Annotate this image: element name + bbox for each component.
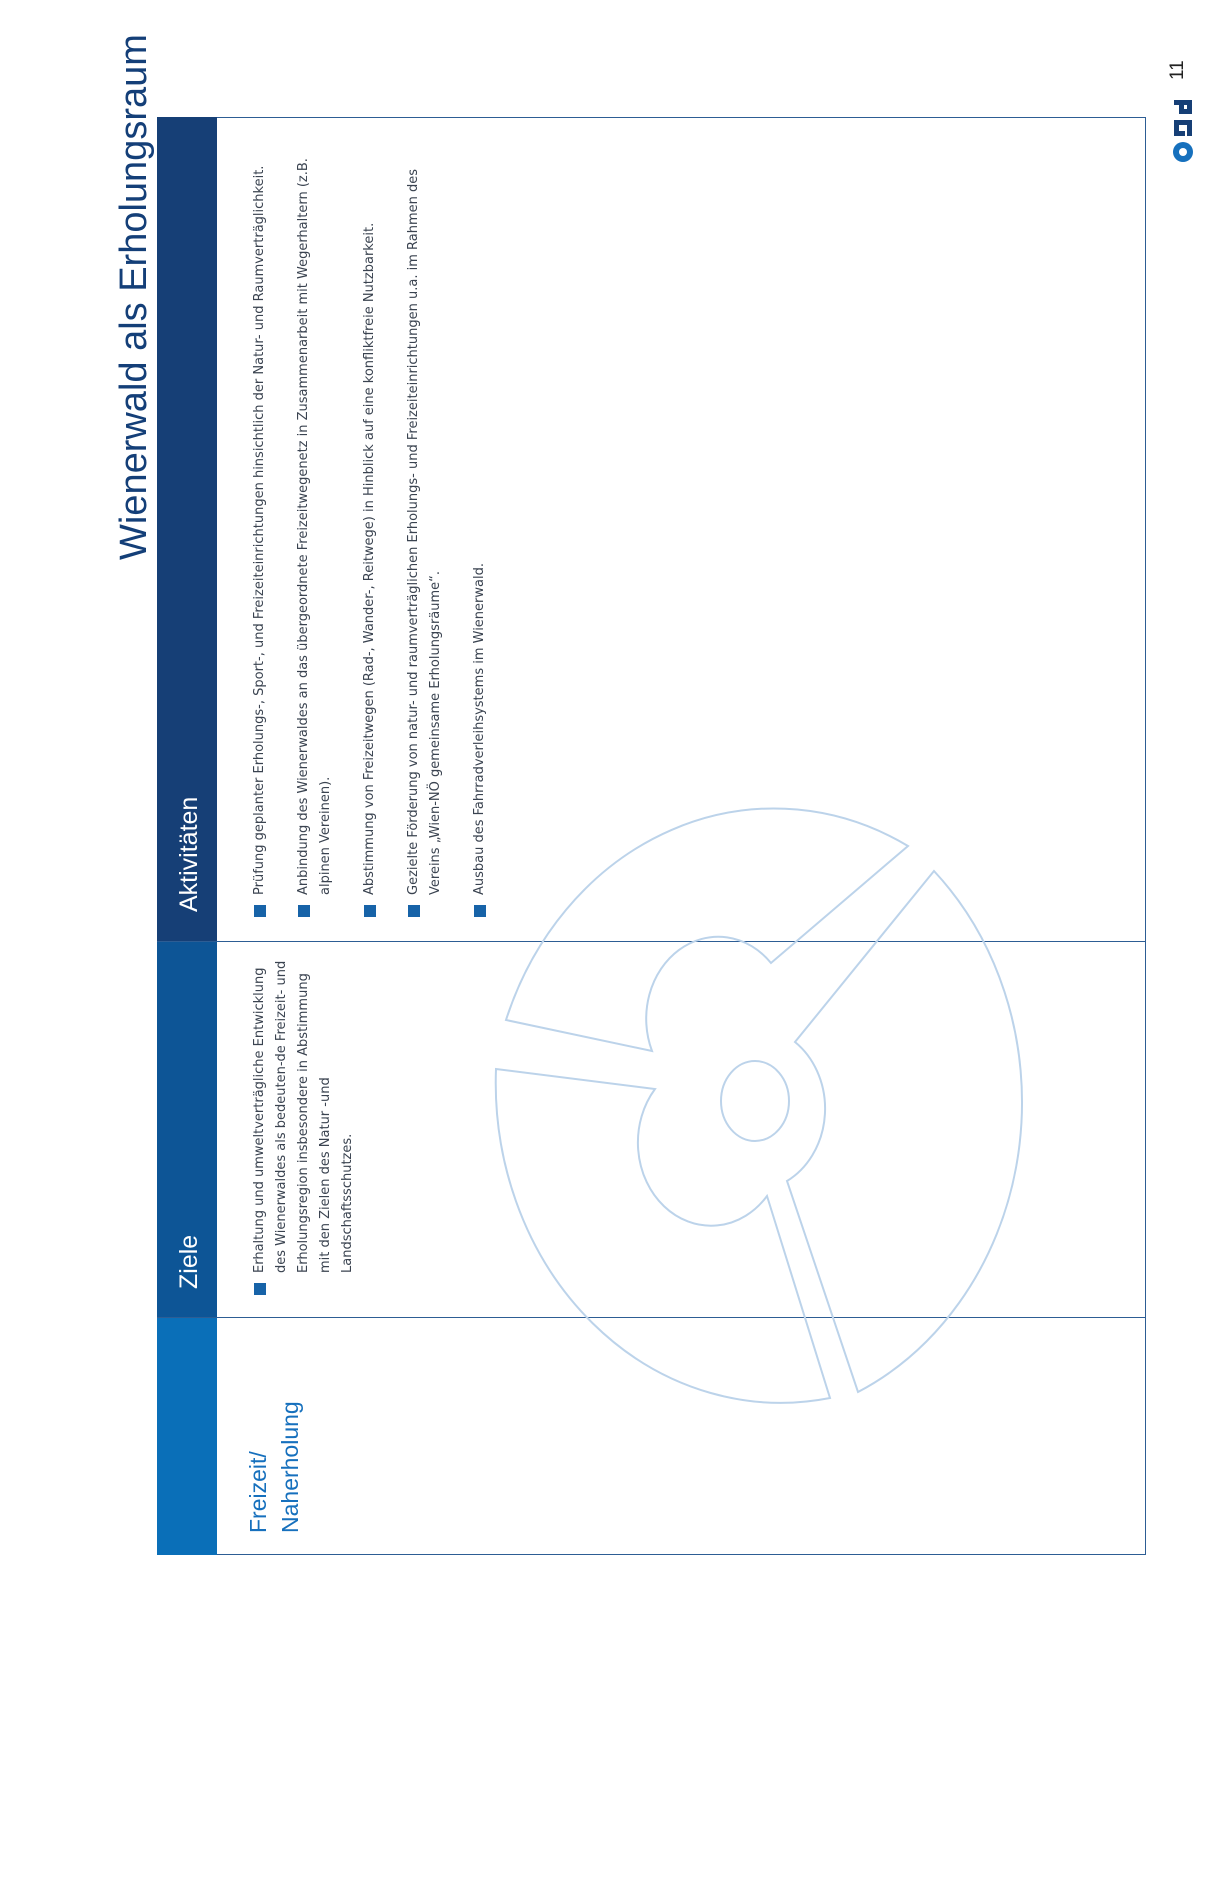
header-bar-category	[157, 1317, 217, 1555]
aktivitaet-item-text: Abstimmung von Freizeitwegen (Rad-, Wander-, Reitwege) in Hinblick auf eine konfliktfreie Nutzbarkeit.	[362, 222, 377, 895]
bullet-square-icon	[298, 905, 310, 917]
aktivitaeten-cell	[249, 137, 491, 917]
bullet-square-icon	[254, 905, 266, 917]
bullet-square-icon	[408, 905, 420, 917]
bullet-square-icon	[364, 905, 376, 917]
header-aktivitaeten: Aktivitäten	[175, 796, 203, 912]
ziele-item-text: Erhaltung und umweltverträgliche Entwicklung des Wienerwaldes als bedeuten-de Freizeit- und Erholungsregion insbesondere in Abstimmung mit den Zielen des Natur -und Landschaftsschutzes.	[252, 960, 355, 1273]
bullet-square-icon	[474, 905, 486, 917]
bullet-square-icon	[254, 1283, 266, 1295]
aktivitaet-item	[403, 137, 447, 917]
aktivitaet-item-text: Anbindung des Wienerwaldes an das übergeordnete Freizeitwegenetz in Zusammenarbeit mit Wegerhaltern (z.B. alpinen Vereinen).	[296, 158, 333, 895]
pgo-logo	[1168, 94, 1196, 170]
ziele-item	[249, 955, 359, 1295]
aktivitaet-item	[249, 137, 271, 917]
page-number: 11	[1167, 60, 1188, 80]
aktivitaet-item-text: Gezielte Förderung von natur- und raumverträglichen Erholungs- und Freizeiteinrichtungen u.a. im Rahmen des Vereins „Wien-NÖ gemeinsame Erholungsräume“.	[406, 168, 443, 895]
aktivitaet-item-text: Prüfung geplanter Erholungs-, Sport-, und Freizeiteinrichtungen hinsichtlich der Natur- und Raumverträglichkeit.	[252, 165, 267, 895]
aktivitaet-item	[359, 137, 381, 917]
ziele-cell	[249, 955, 359, 1295]
aktivitaet-item-text: Ausbau des Fahrradverleihsystems im Wienerwald.	[472, 563, 487, 895]
watermark-wheel-icon	[490, 780, 1070, 1440]
page-title: Wienerwald als Erholungsraum	[113, 34, 155, 560]
aktivitaet-item	[469, 137, 491, 917]
aktivitaet-item	[293, 137, 337, 917]
header-ziele: Ziele	[175, 1234, 203, 1289]
row-category-label: Freizeit/ Naherholung	[245, 1401, 303, 1533]
goals-activities-table	[157, 117, 1146, 1555]
